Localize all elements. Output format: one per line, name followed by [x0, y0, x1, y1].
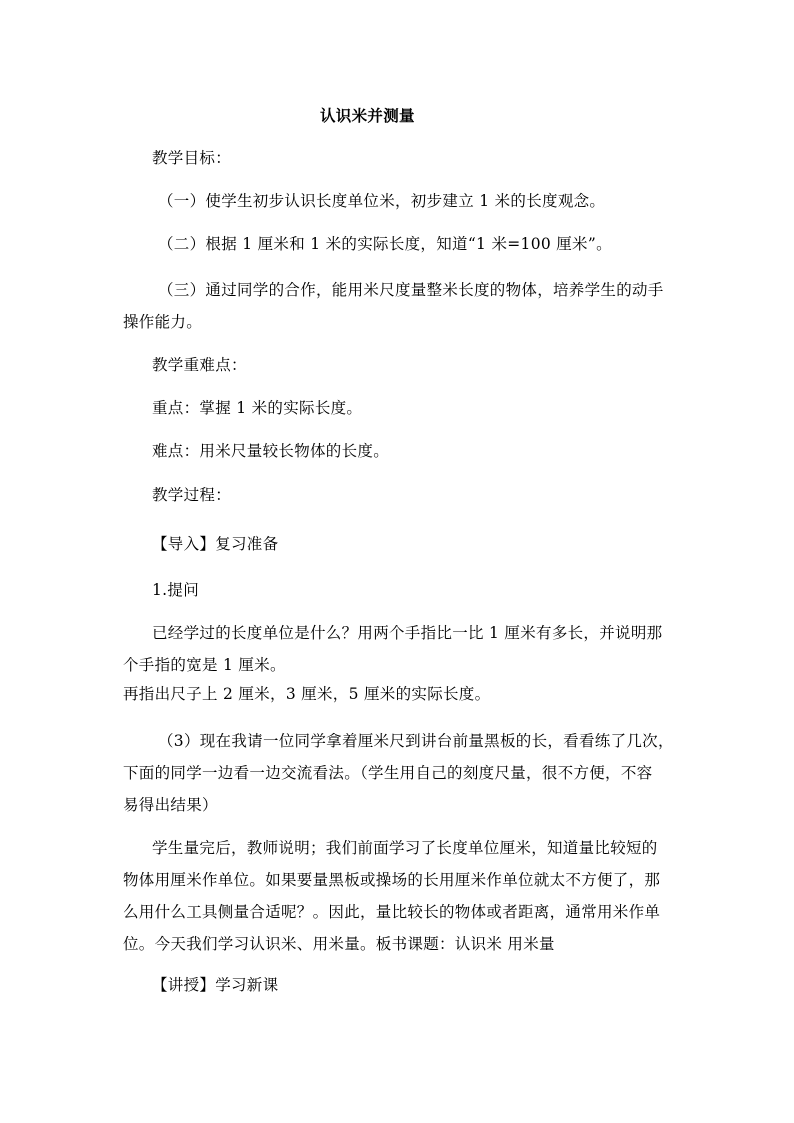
paragraph-2-line-2: 下面的同学一边看一边交流看法。（学生用自己的刻度尺量，很不方便，不容 [123, 764, 653, 782]
document-title: 认识米并测量 [320, 106, 415, 125]
objective-2: （二）根据 1 厘米和 1 米的实际长度，知道“1 米=100 厘米”。 [158, 235, 612, 253]
key-point: 重点：掌握 1 米的实际长度。 [152, 399, 363, 417]
paragraph-3-line-3: 么用什么工具侧量合适呢？。因此，量比较长的物体或者距离，通常用米作单 [123, 903, 661, 921]
intro-heading: 【导入】复习准备 [152, 535, 279, 553]
paragraph-3-line-2: 物体用厘米作单位。如果要量黑板或操场的长用厘米作单位就太不方便了，那 [123, 871, 661, 889]
lecture-heading: 【讲授】学习新课 [152, 976, 279, 994]
difficult-point: 难点：用米尺量较长物体的长度。 [152, 442, 390, 460]
paragraph-3-line-4: 位。今天我们学习认识米、用米量。板书课题：认识米 用米量 [123, 935, 555, 953]
key-points-heading: 教学重难点： [152, 356, 247, 374]
objective-3-line-2: 操作能力。 [123, 313, 203, 331]
question-heading: 1.提问 [152, 581, 199, 599]
paragraph-1-line-2: 个手指的宽是 1 厘米。 [123, 656, 286, 674]
paragraph-1-line-3: 再指出尺子上 2 厘米，3 厘米，5 厘米的实际长度。 [123, 685, 491, 703]
process-heading: 教学过程： [152, 486, 232, 504]
paragraph-2-line-3: 易得出结果） [123, 796, 218, 814]
objective-3-line-1: （三）通过同学的合作，能用米尺度量整米长度的物体，培养学生的动手 [158, 281, 664, 299]
paragraph-2-line-1: （3）现在我请一位同学拿着厘米尺到讲台前量黑板的长，看看练了几次， [158, 732, 674, 750]
paragraph-3-line-1: 学生量完后，教师说明；我们前面学习了长度单位厘米，知道量比较短的 [152, 839, 658, 857]
paragraph-1-line-1: 已经学过的长度单位是什么？用两个手指比一比 1 厘米有多长，并说明那 [152, 624, 663, 642]
objective-1: （一）使学生初步认识长度单位米，初步建立 1 米的长度观念。 [158, 192, 606, 210]
objectives-heading: 教学目标： [152, 149, 232, 167]
